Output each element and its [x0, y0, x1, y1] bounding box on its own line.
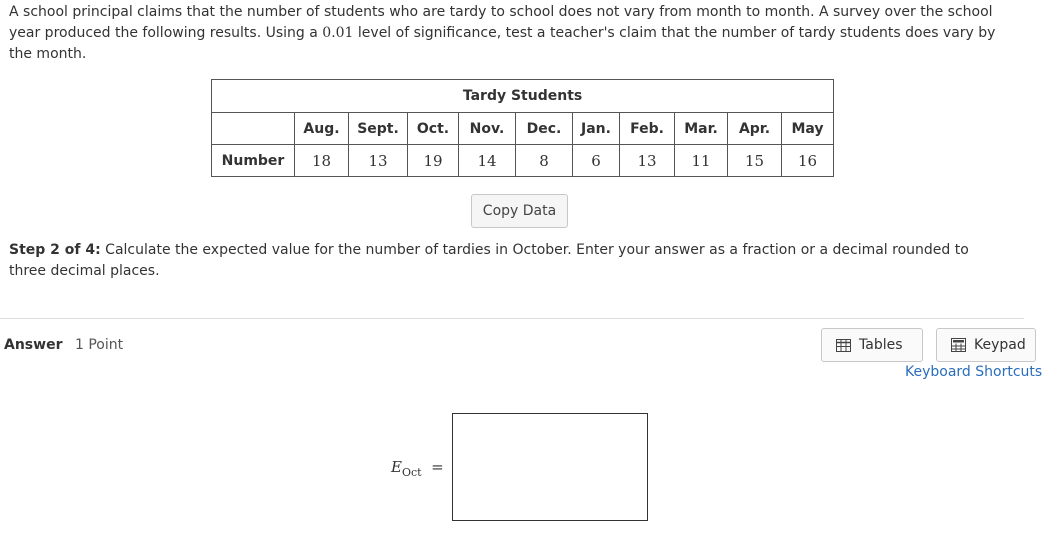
problem-text-after: level of significance, test a teacher's claim that the number of tardy students does vary by the month.: [9, 25, 996, 62]
tardy-count-cell: 11: [675, 145, 728, 177]
month-header: Nov.: [459, 113, 516, 145]
keypad-button-label: Keypad: [974, 337, 1026, 353]
tardy-count-cell: 8: [516, 145, 573, 177]
tardy-count-cell: 15: [728, 145, 782, 177]
answer-label: Answer: [4, 337, 63, 353]
step-instructions: [9, 240, 1009, 282]
tardy-count-cell: 16: [782, 145, 834, 177]
month-header: Sept.: [349, 113, 408, 145]
empty-header-cell: [212, 113, 295, 145]
copy-data-button[interactable]: Copy Data: [471, 194, 568, 228]
tardy-count-cell: 6: [573, 145, 620, 177]
problem-statement: [9, 2, 1017, 65]
month-header: Feb.: [620, 113, 675, 145]
month-header: Apr.: [728, 113, 782, 145]
month-header: Oct.: [408, 113, 459, 145]
significance-level: 0.01: [322, 25, 354, 41]
table-caption: Tardy Students: [212, 80, 834, 113]
tardy-count-cell: 19: [408, 145, 459, 177]
step-text: Calculate the expected value for the number of tardies in October. Enter your answer as a fraction or a decimal rounded to three decimal places.: [9, 242, 969, 279]
month-header: Mar.: [675, 113, 728, 145]
points-label: 1 Point: [75, 337, 124, 353]
keyboard-shortcuts-link[interactable]: Keyboard Shortcuts: [905, 364, 1042, 380]
keypad-button[interactable]: [936, 328, 1036, 362]
tardy-count-cell: 13: [620, 145, 675, 177]
month-header: Dec.: [516, 113, 573, 145]
step-label: Step 2 of 4:: [9, 242, 101, 258]
keypad-icon: [951, 338, 966, 352]
tables-button[interactable]: [821, 328, 923, 362]
expected-value-variable: E: [391, 458, 402, 476]
expected-value-label: [391, 458, 444, 479]
tardy-students-table: [211, 79, 834, 177]
tables-button-label: Tables: [859, 337, 903, 353]
tardy-count-cell: 18: [295, 145, 349, 177]
expected-value-subscript: Oct: [401, 466, 422, 479]
month-header: May: [782, 113, 834, 145]
month-header: Jan.: [573, 113, 620, 145]
answer-input[interactable]: [452, 413, 648, 521]
month-header: Aug.: [295, 113, 349, 145]
tardy-count-cell: 13: [349, 145, 408, 177]
row-header-number: Number: [212, 145, 295, 177]
tardy-count-cell: 14: [459, 145, 516, 177]
equals-sign: =: [431, 458, 444, 476]
table-grid-icon: [836, 339, 851, 352]
section-divider: [0, 318, 1024, 319]
problem-text-before: A school principal claims that the number of students who are tardy to school does not vary from month to month. A survey over the school year produced the following results. Using a: [9, 4, 993, 41]
